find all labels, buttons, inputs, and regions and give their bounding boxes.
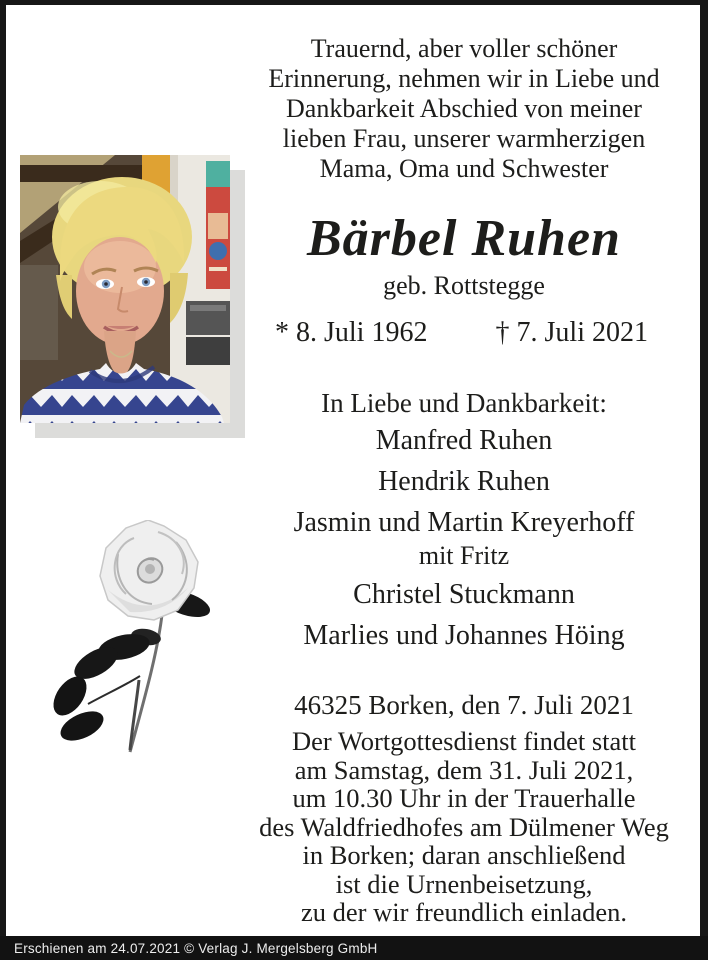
place-and-date: 46325 Borken, den 7. Juli 2021 bbox=[294, 690, 634, 720]
service-info-line: in Borken; daran anschließend bbox=[302, 840, 626, 870]
service-info-line: zu der wir freundlich einladen. bbox=[301, 897, 627, 927]
mourner-name: Manfred Ruhen bbox=[375, 425, 553, 456]
mourner-sub-name: mit Fritz bbox=[418, 541, 510, 570]
opening-line: lieben Frau, unserer warmherzigen bbox=[282, 124, 646, 153]
publisher-footer bbox=[0, 936, 708, 960]
mourner-name: Marlies und Johannes Höing bbox=[303, 620, 625, 651]
opening-line: Dankbarkeit Abschied von meiner bbox=[286, 94, 642, 123]
publication-note: Erschienen am 24.07.2021 © Verlag J. Mergelsberg GmbH bbox=[14, 940, 378, 956]
portrait-photo bbox=[20, 155, 230, 423]
service-info-line: ist die Urnenbeisetzung, bbox=[335, 868, 593, 899]
rose-image bbox=[36, 520, 254, 768]
opening-line: Mama, Oma und Schwester bbox=[319, 154, 609, 183]
service-info-line: Der Wortgottesdienst findet statt bbox=[291, 726, 637, 756]
frame-border-left bbox=[0, 0, 6, 960]
death-date: † 7. Juli 2021 bbox=[495, 317, 648, 348]
service-info-line: am Samstag, dem 31. Juli 2021, bbox=[294, 754, 634, 785]
life-dates bbox=[226, 316, 702, 350]
service-info-line: des Waldfriedhofes am Dülmener Weg bbox=[259, 811, 669, 842]
portrait-illustration bbox=[20, 155, 230, 423]
opening-line: Trauernd, aber voller schöner bbox=[310, 34, 618, 63]
notice-text-column bbox=[226, 0, 702, 927]
rose-illustration bbox=[36, 520, 254, 768]
mourner-name: Christel Stuckmann bbox=[353, 579, 575, 610]
opening-paragraph bbox=[226, 34, 702, 184]
mourner-name: Hendrik Ruhen bbox=[378, 466, 550, 497]
mourning-intro: In Liebe und Dankbarkeit: bbox=[321, 388, 607, 418]
mourner-name: Jasmin und Martin Kreyerhoff bbox=[293, 507, 635, 538]
birth-date: * 8. Juli 1962 bbox=[275, 317, 428, 348]
opening-line: Erinnerung, nehmen wir in Liebe und bbox=[268, 64, 660, 93]
deceased-name: Bärbel Ruhen bbox=[307, 210, 621, 267]
maiden-name: geb. Rottstegge bbox=[383, 271, 545, 300]
service-info-line: um 10.30 Uhr in der Trauerhalle bbox=[292, 783, 636, 813]
